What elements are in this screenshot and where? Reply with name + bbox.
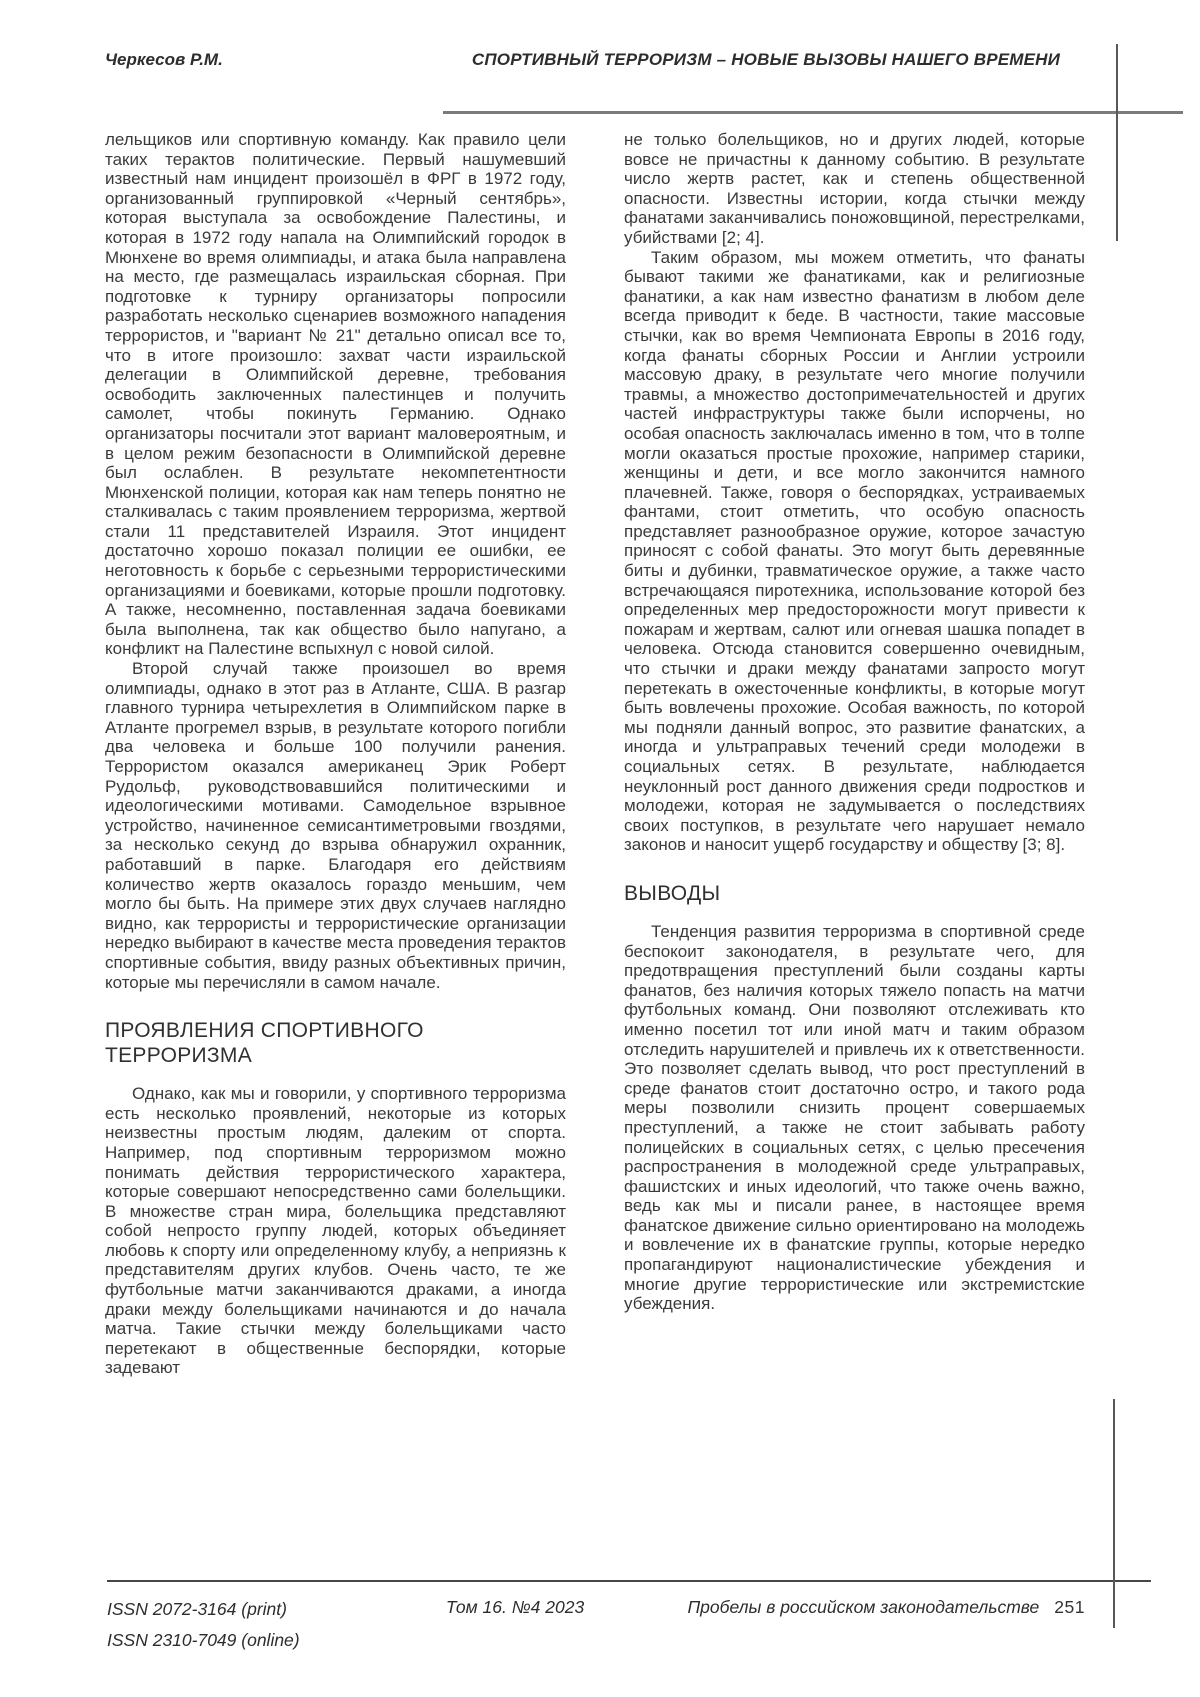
paragraph: Однако, как мы и говорили, у спортивного терроризма есть несколько проявлений, некоторые из которых неизвестны простым людям, далеким от спорта. Например, под спортивным терроризмом можно понимать действия террористического характера, которые совершают непосредственно сами болельщики. В множестве стран мира, болельщика представляют собой непросто группу людей, которых объединяет любовь к спорту или определенному клубу, а неприязнь к представителям других клубов. Очень часто, те же футбольные матчи заканчиваются драками, а иногда драки между болельщиками начинаются и до начала матча. Такие стычки между болельщиками часто перетекают в общественные беспорядки, которые задевают: [105, 1084, 566, 1378]
volume-issue: Том 16. №4 2023: [445, 1597, 585, 1617]
paragraph: Тенденция развития терроризма в спортивной среде беспокоит законодателя, в результате чего, для предотвращения преступлений были созданы карты фанатов, без наличия которых тяжело попасть на матчи футбольных команд. Они позволяют отслеживать кто именно посетил тот или иной матч и таким образом отследить нарушителей и привлечь их к ответственности. Это позволяет сделать вывод, что рост преступлений в среде фанатов стоит достаточно остро, и такого рода меры позволили снизить процент совершаемых преступлений, а также не стоит забывать работу полицейских в социальных сетях, с целью пресечения распространения в молодежной среде ультраправых, фашистских и иных идеологий, что также очень важно, ведь как мы и писали ранее, в настоящее время фанатское движение сильно ориентировано на молодежь и вовлечение их в фанатские группы, которые нередко пропагандируют националистические убеждения и многие другие террористические или экстремистские убеждения.: [624, 921, 1085, 1314]
header-vertical-rule: [1116, 44, 1118, 241]
footer-vertical-rule: [1113, 1399, 1115, 1628]
section-heading-manifestations: ПРОЯВЛЕНИЯ СПОРТИВНОГО ТЕРРОРИЗМА: [105, 1019, 424, 1068]
section-heading-conclusions: ВЫВОДЫ: [624, 881, 721, 905]
paragraph: Второй случай также произошел во время олимпиады, однако в этот раз в Атланте, США. В разгар главного турнира четырехлетия в Олимпийском парке в Атланте прогремел взрыв, в результате которого погибли два человека и больше 100 получили ранения. Террористом оказался американец Эрик Роберт Рудольф, руководствовавшийся политическими и идеологическими мотивами. Самодельное взрывное устройство, начиненное семисантиметровыми гвоздями, за несколько секунд до взрыва обнаружил охранник, работавший в парке. Благодаря его действиям количество жертв оказалось гораздо меньшим, чем могло бы быть. На примере этих двух случаев наглядно видно, как террористы и террористические организации нередко выбирают в качестве места проведения терактов спортивные события, ввиду разных объективных причин, которые мы перечисляли в самом начале.: [105, 659, 566, 992]
paragraph: лельщиков или спортивную команду. Как правило цели таких терактов политические. Первый нашумевший известный нам инцидент произошёл в ФРГ в 1972 году, организованный группировкой «Черный сентябрь», которая выступала за освобождение Палестины, и которая в 1972 году напала на Олимпийский городок в Мюнхене во время олимпиады, и атака была направлена на место, где размещалась израильская сборная. При подготовке к турниру организаторы попросили разработать несколько сценариев возможного нападения террористов, и "вариант № 21" детально описал все то, что в итоге произошло: захват части израильской делегации в Олимпийской деревне, требования освободить заключенных палестинцев и получить самолет, чтобы покинуть Германию. Однако организаторы посчитали этот вариант маловероятным, и в целом режим безопасности в Олимпийской деревне был ослаблен. В результате некомпетентности Мюнхенской полиции, которая как нам теперь понятно не сталкивалась с таким проявлением терроризма, жертвой стали 11 представителей Израиля. Этот инцидент достаточно хорошо показал полиции ее ошибки, ее неготовность к борьбе с серьезными террористическими организациями и боевиками, которые прошли подготовку. А также, несомненно, поставленная задача боевиками была выполнена, так как общество было напугано, а конфликт на Палестине вспыхнул с новой силой.: [105, 130, 566, 659]
issn-block: [107, 1594, 300, 1656]
footer-rule: [107, 1580, 1151, 1582]
left-column: [105, 130, 566, 1378]
issn-online: ISSN 2310-7049 (online): [107, 1630, 300, 1650]
paragraph: не только болельщиков, но и других людей, которые вовсе не причастны к данному событию. В результате число жертв растет, как и степень общественной опасности. Известны истории, когда стычки между фанатами заканчивались поножовщиной, перестрелками, убийствами [2; 4].: [624, 130, 1085, 247]
running-head-author: Черкесов Р.М.: [105, 50, 223, 69]
issn-print: ISSN 2072-3164 (print): [107, 1599, 287, 1619]
journal-title: Пробелы в российском законодательстве: [687, 1597, 1040, 1617]
running-head-title: СПОРТИВНЫЙ ТЕРРОРИЗМ – НОВЫЕ ВЫЗОВЫ НАШЕГО ВРЕМЕНИ: [471, 50, 1061, 69]
right-column: [624, 130, 1085, 1314]
header-rule: [443, 111, 1183, 114]
page-number: 251: [1054, 1597, 1085, 1617]
journal-line: [600, 1597, 1085, 1618]
paragraph: Таким образом, мы можем отметить, что фанаты бывают такими же фанатиками, как и религиозные фанатики, а как нам известно фанатизм в любом деле всегда приводит к беде. В частности, такие массовые стычки, как во время Чемпионата Европы в 2016 году, когда фанаты сборных России и Англии устроили массовую драку, в результате чего многие получили травмы, а множество достопримечательностей и других частей инфраструктуры также были испорчены, но особая опасность заключалась именно в том, что в толпе могли оказаться простые прохожие, например старики, женщины и дети, и все могло закончится намного плачевней. Также, говоря о беспорядках, устраиваемых фантами, стоит отметить, что особую опасность представляет разнообразное оружие, которое зачастую приносят с собой фанаты. Это могут быть деревянные биты и дубинки, травматическое оружие, а также часто встречающаяся пиротехника, использование которой без определенных мер предосторожности могут привести к пожарам и жертвам, салют или огневая шашка попадет в человека. Отсюда становится совершенно очевидным, что стычки и драки между фанатами запросто могут перетекать в ожесточенные конфликты, в которые могут быть вовлечены прохожие. Особая важность, по которой мы подняли данный вопрос, это развитие фанатских, а иногда и ультраправых течений среди молодежи в социальных сетях. В результате, наблюдается неуклонный рост данного движения среди подростков и молодежи, которая не задумывается о последствиях своих поступков, в результате чего нарушает немало законов и наносит ущерб государству и обществу [3; 8].: [624, 247, 1085, 855]
